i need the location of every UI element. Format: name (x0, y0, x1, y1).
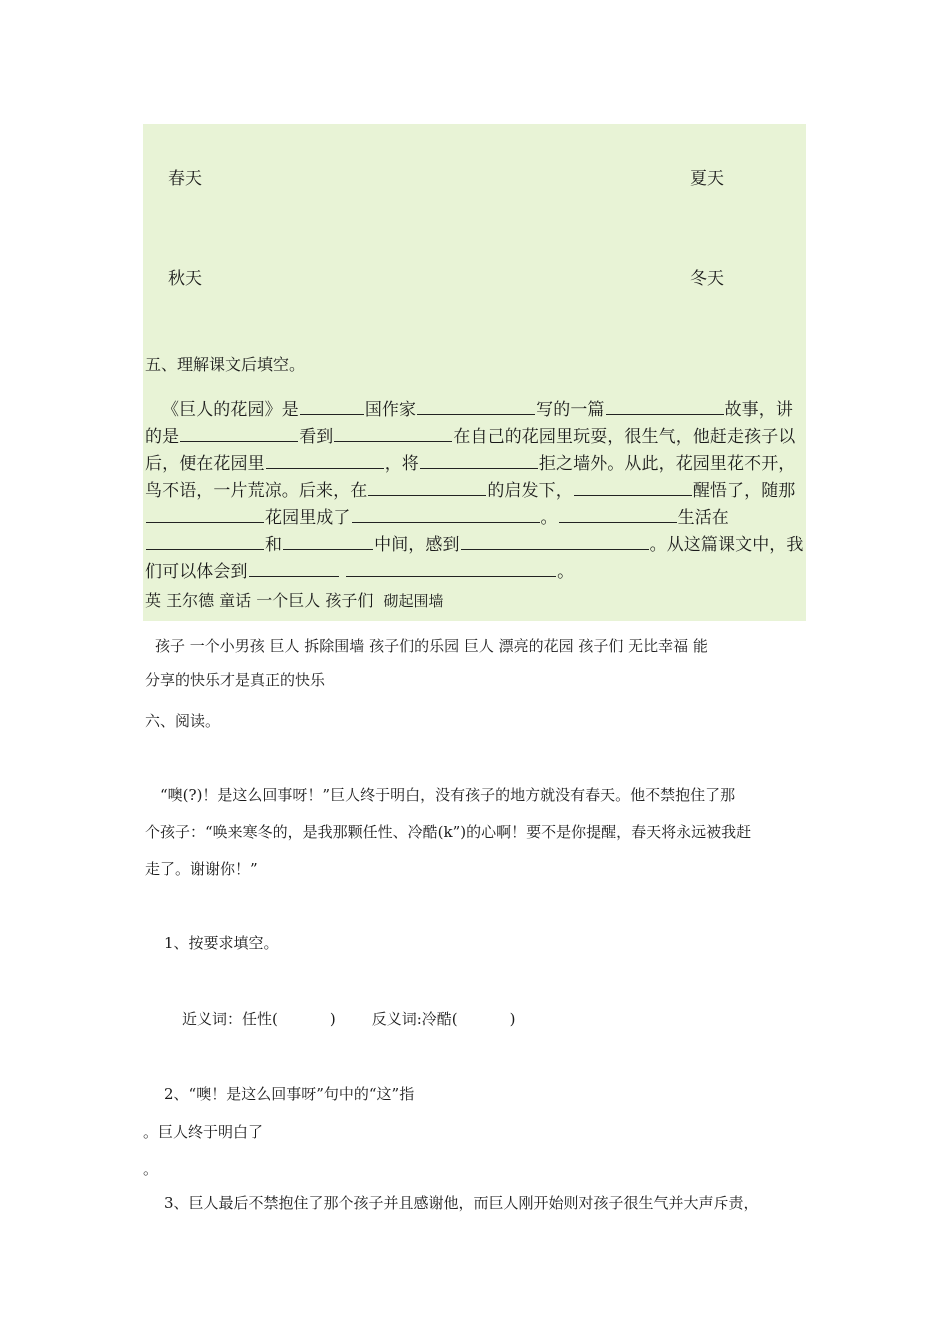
blank-became[interactable] (352, 504, 540, 523)
text-segment: 花园里成了 (265, 508, 351, 528)
text-segment: 和 (265, 535, 283, 555)
text-segment: 生活在 (677, 508, 729, 528)
antonym-label: 反义词:冷酷( (371, 1010, 458, 1028)
question-2-answer: 。巨人终于明白了 (143, 1123, 264, 1141)
blank-lesson-1[interactable] (249, 558, 339, 577)
passage-line-3: 走了。谢谢你！” (145, 860, 258, 878)
section-5-title: 五、理解课文后填空。 (145, 355, 306, 374)
blank-feeling[interactable] (461, 531, 649, 550)
text-segment: 国作家 (364, 400, 417, 420)
passage-line-2: 个孩子：“唤来寒冬的，是我那颗任性、冷酷(k”)的心啊！要不是你提醒，春天将永远被我赶 (145, 823, 752, 841)
section-6-title: 六、阅读。 (145, 712, 221, 730)
blank-subject[interactable] (559, 504, 677, 523)
text-segment: 中间，感到 (374, 535, 460, 555)
passage-line-1: “噢(?)！是这么回事呀！”巨人终于明白，没有孩子的地方就没有春天。他不禁抱住了那 (160, 786, 736, 804)
question-3-text: 3、巨人最后不禁抱住了那个孩子并且感谢他，而巨人刚开始则对孩子很生气并大声斥责， (164, 1194, 759, 1212)
blank-genre[interactable] (606, 396, 724, 415)
text-segment: 故事，讲的是 (145, 400, 793, 447)
answers-text: 英 王尔德 童话 一个巨人 孩子们 (145, 591, 374, 610)
text-segment: ，将 (384, 454, 419, 474)
blank-excluded[interactable] (420, 450, 538, 469)
fill-in-paragraph (145, 396, 809, 585)
text-segment: 醒悟了，随那 (692, 481, 796, 501)
blank-country[interactable] (300, 396, 364, 415)
blank-who[interactable] (180, 423, 298, 442)
antonym-close-paren: ) (509, 1010, 516, 1028)
text-segment: 。 (557, 562, 575, 582)
text-segment: 。从这篇课文中，我们可以体会到 (145, 535, 804, 582)
text-segment: 拒之墙外。从此，花园里花不开，鸟不语，一片荒凉。后来，在 (145, 454, 796, 501)
blank-place1[interactable] (146, 531, 264, 550)
blank-lesson-2[interactable] (346, 558, 556, 577)
question-1-title: 1、按要求填空。 (164, 934, 279, 952)
text-segment: 在自己的花园里玩耍，很生气，他赶走孩子以后，便在花园里 (145, 427, 796, 474)
blank-awakened[interactable] (574, 477, 692, 496)
question-2-text: 2、“噢！是这么回事呀”句中的“这”指 (164, 1085, 415, 1103)
answers-text-end: 砌起围墙 (383, 592, 444, 610)
question-2-end: 。 (143, 1160, 159, 1178)
answers-line-1 (145, 588, 444, 611)
synonym-label: 近义词：任性( (182, 1010, 278, 1028)
blank-author[interactable] (417, 396, 535, 415)
season-label-autumn: 秋天 (168, 269, 202, 289)
text-segment: 写的一篇 (536, 400, 605, 420)
question-1-fill (182, 1008, 516, 1029)
text-segment: 。 (540, 508, 558, 528)
answers-line-3: 分享的快乐才是真正的快乐 (145, 671, 326, 689)
blank-action[interactable] (266, 450, 384, 469)
season-label-winter: 冬天 (690, 269, 724, 289)
blank-inspirer[interactable] (368, 477, 486, 496)
blank-removed[interactable] (146, 504, 264, 523)
text-segment: 的启发下， (487, 481, 573, 501)
blank-whom[interactable] (334, 423, 452, 442)
text-segment: 看到 (299, 427, 334, 447)
blank-place2[interactable] (283, 531, 373, 550)
answers-line-2: 孩子 一个小男孩 巨人 拆除围墙 孩子们的乐园 巨人 漂亮的花园 孩子们 无比幸福 能 (155, 637, 708, 655)
season-label-spring: 春天 (168, 169, 202, 189)
season-label-summer: 夏天 (690, 169, 724, 189)
text-segment: 《巨人的花园》是 (162, 400, 299, 420)
synonym-close-paren: ) (329, 1010, 336, 1028)
